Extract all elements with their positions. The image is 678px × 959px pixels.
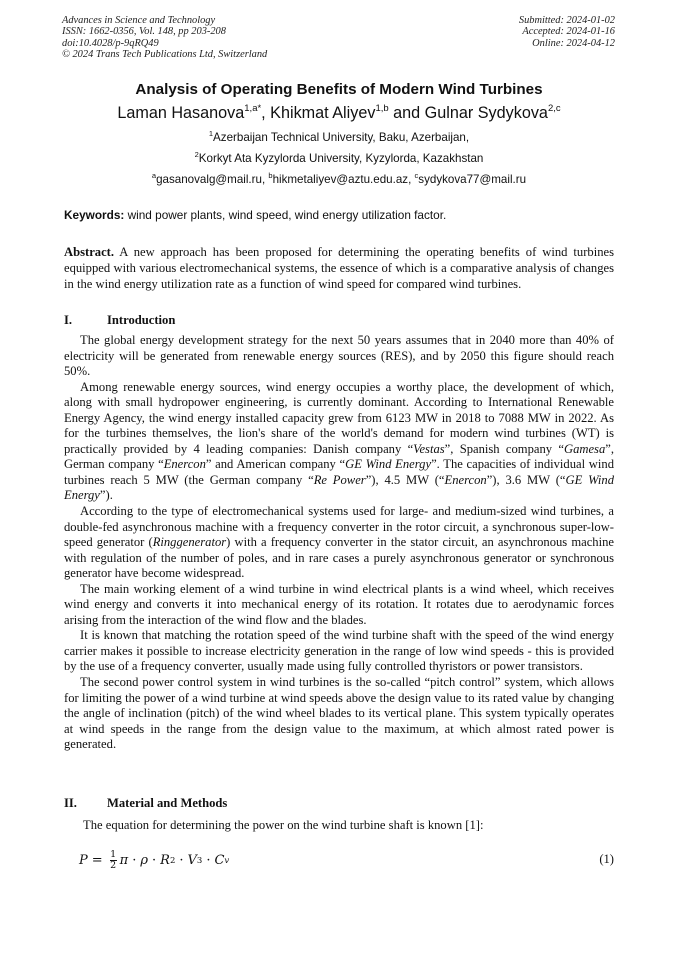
equation-operator: = [91,853,103,868]
equation-symbol: ρ [140,853,148,868]
author-emails [0,173,678,186]
author-list [0,104,678,123]
equation-operator: · [152,853,157,868]
equation-symbol: P [79,853,88,868]
section-heading-methods [64,796,227,811]
accepted-date: Accepted: 2024-01-16 [522,26,615,38]
section-number: II. [64,796,77,810]
affiliation-marker: 1 [208,129,214,138]
email-marker: b [268,171,273,180]
author-affiliation-marker: 1,a* [244,103,262,114]
equation-symbol: C [214,853,225,868]
paragraph: The main working element of a wind turbine in wind electrical plants is a wind wheel, which receives wind energy and converts it into mechanical energy of its rotation. It rotates due to aerodynamic forces arising from the interaction of the wind flow and the blades. [64,581,614,627]
author-name: Gulnar Sydykova [424,104,548,122]
fraction-denominator: 2 [110,860,117,871]
affiliation-marker: 2 [194,150,199,159]
online-date: Online: 2024-04-12 [532,37,615,49]
author-affiliation-marker: 1,b [375,103,389,114]
author-name: Laman Hasanova [117,104,245,122]
section-heading-introduction [64,313,175,328]
equation-symbol: V [187,853,197,868]
keywords [64,208,446,222]
equation-fraction [110,850,117,871]
email-marker: a [151,171,157,180]
section-title: Material and Methods [107,796,228,810]
equation-symbol: π [119,853,129,868]
journal-info-header [62,15,267,60]
section-number: I. [64,313,73,327]
submission-dates-header [519,15,615,49]
equation-number: (1) [599,852,614,866]
paragraph: The global energy development strategy for the next 50 years assumes that in 2040 more than 40% of electricity will be generated from renewable energy sources (RES), and by 2050 this figure should reach 50%. [64,333,614,379]
submitted-date: Submitted: 2024-01-02 [518,15,615,26]
journal-copyright: © 2024 Trans Tech Publications Ltd, Switzerland [62,48,268,60]
power-equation: P = $\frac{1}{2}$ π · ρ · R 2 · V 3 · C v [79,849,230,871]
affiliation-1 [0,131,678,144]
fraction-numerator: 1 [110,849,117,860]
paragraph: Among renewable energy sources, wind energy occupies a worthy place, the development of which, along with small hydropower engineering, is currently dominant. According to International Renewable Energy Agency, the wind energy installed capacity grew from 6123 MW in 2018 to 7088 MW in 2022. As for the turbines themselves, the lion's share of the world's demand for modern wind turbines (WT) is practically provided by 4 leading companies: Danish company “Vestas”, Spanish company “Gamesa”, German company “Enercon” and American company “GE Wind Energy”. The capacities of individual wind turbines reach 5 MW (the German company “Re Power”), 4.5 MW (“Enercon”), 3.6 MW (“GE Wind Energy”). [64,379,615,503]
affiliation-text: Korkyt Ata Kyzylorda University, Kyzylorda, Kazakhstan [198,152,484,165]
equation-operator: · [179,853,184,868]
keywords-label: Keywords: [64,208,125,222]
journal-issn: ISSN: 1662-0356, Vol. 148, pp 203-208 [62,26,226,38]
paragraph: It is known that matching the rotation speed of the wind turbine shaft with the speed of the wind energy carrier makes it possible to increase electricity generation in the range of low wind speeds - this is provided by the use of a frequency converter, usually made using fully controlled thyristors or power transistors. [64,628,614,674]
keywords-text: wind power plants, wind speed, wind energy utilization factor. [124,208,447,222]
abstract [64,244,614,292]
email-marker: c [414,171,419,180]
section-title: Introduction [107,313,176,327]
affiliation-2 [0,152,678,165]
journal-doi: doi:10.4028/p-9qRQ49 [62,37,159,49]
equation-operator: · [132,853,137,868]
author-name: Khikmat Aliyev [270,104,376,122]
paragraph: The second power control system in wind turbines is the so-called “pitch control” system, which allows for limiting the power of a wind turbine at wind speeds above the design value to its rated value by changing the angle of inclination (pitch) of the wind wheel blades to its vertical plane. This system typically operates at wind speeds in the range from the design value to the maximum, at which almost rated power is generated. [64,675,614,752]
methods-intro-text: The equation for determining the power on the wind turbine shaft is known [1]: [83,818,484,832]
abstract-text: A new approach has been proposed for determining the operating benefits of wind turbines equipped with various electromechanical systems, the essence of which is a comparative analysis of changes in the wind energy utilization rate as a function of wind speed for compared wind turbines. [64,245,614,291]
email-link[interactable]: sydykova77@mail.ru [418,173,527,186]
email-link[interactable]: gasanovalg@mail.ru, [156,173,269,186]
paragraph: According to the type of electromechanical systems used for large- and medium-sized wind turbines, a double-fed asynchronous machine with a frequency converter in the rotor circuit, a synchronous super-low-speed generator (Ringgenerator) with a frequency converter in the stator circuit, an asynchronous machine with regulation of the number of poles, and in rare cases a purely asynchronous generator or synchronous generator have become widespread. [64,504,614,581]
equation-symbol: R [160,853,170,868]
abstract-label: Abstract. [64,245,115,259]
author-separator: and [388,104,425,122]
author-affiliation-marker: 2,c [547,103,561,114]
equation-operator: · [206,853,211,868]
introduction-body [64,333,614,753]
author-separator: , [261,104,271,122]
journal-name: Advances in Science and Technology [62,15,216,26]
email-link[interactable]: hikmetaliyev@aztu.edu.az, [272,173,415,186]
affiliation-text: Azerbaijan Technical University, Baku, Azerbaijan, [213,131,470,144]
paper-title: Analysis of Operating Benefits of Modern Wind Turbines [135,81,543,98]
